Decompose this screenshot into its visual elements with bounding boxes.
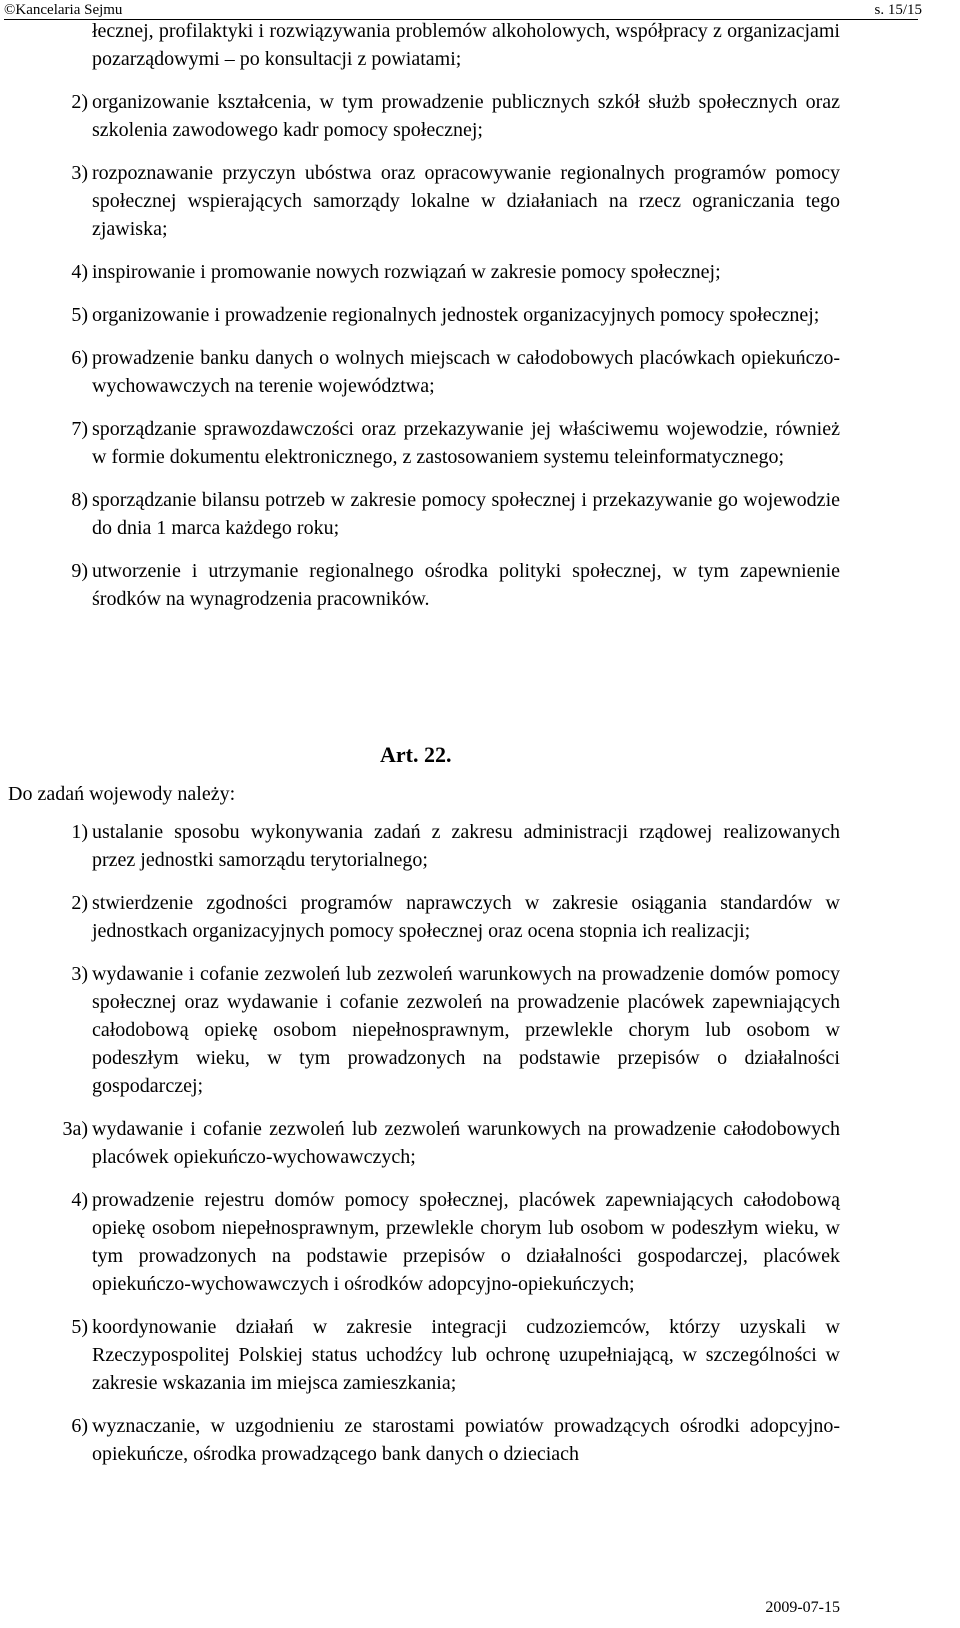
item-text: utworzenie i utrzymanie regionalnego ośrodka polityki społecznej, w tym zapewnienie środków na wynagrodzenia pracowników. [92, 560, 840, 610]
item-text: organizowanie i prowadzenie regionalnych jednostek organizacyjnych pomocy społecznej; [92, 304, 820, 326]
item-text: koordynowanie działań w zakresie integracji cudzoziemców, którzy uzyskali w Rzeczypospolitej Polskiej status uchodźcy lub ochronę uzupełniającą, w szczególności w zakresie wskazania im miejsca zamieszkania; [92, 1316, 840, 1394]
item-text: prowadzenie rejestru domów pomocy społecznej, placówek zapewniających całodobową opiekę osobom niepełnosprawnym, przewlekle chorym lub osobom w podeszłym wieku, w tym prowadzonych na podstawie przepisów o działalności gospodarczej, placówek opiekuńczo-wychowawczych i ośrodków adopcyjno-opiekuńczych; [92, 1189, 840, 1295]
list-item [0, 301, 840, 329]
item-number: 4) [71, 261, 88, 283]
item-text: sporządzanie sprawozdawczości oraz przekazywanie jej właściwemu wojewodzie, również w formie dokumentu elektronicznego, z zastosowaniem systemu teleinformatycznego; [92, 418, 840, 468]
item-text: wyznaczanie, w uzgodnieniu ze starostami powiatów prowadzących ośrodki adopcyjno-opiekuńcze, ośrodka prowadzącego bank danych o dzieciach [92, 1415, 840, 1465]
item-number: 3) [71, 963, 88, 985]
item-text: ustalanie sposobu wykonywania zadań z zakresu administracji rządowej realizowanych przez jednostki samorządu terytorialnego; [92, 821, 840, 871]
list-item [0, 1412, 840, 1468]
item-text: łecznej, profilaktyki i rozwiązywania problemów alkoholowych, współpracy z organizacjami pozarządowymi – po konsultacji z powiatami; [92, 20, 840, 70]
item-text: sporządzanie bilansu potrzeb w zakresie pomocy społecznej i przekazywanie go wojewodzie do dnia 1 marca każdego roku; [92, 489, 840, 539]
list-item [0, 557, 840, 613]
item-number: 6) [71, 347, 88, 369]
list-item [0, 1115, 840, 1171]
item-text: wydawanie i cofanie zezwoleń lub zezwoleń warunkowych na prowadzenie domów pomocy społecznej oraz wydawanie i cofanie zezwoleń na prowadzenie placówek zapewniających całodobową opiekę osobom niepełnosprawnym, przewlekle chorym lub osobom w podeszłym wieku, w tym prowadzonych na podstawie przepisów o działalności gospodarczej; [92, 963, 840, 1097]
list-item [0, 960, 840, 1100]
footer-date: 2009-07-15 [765, 1599, 840, 1616]
item-number: 6) [71, 1415, 88, 1437]
header-copyright: ©Kancelaria Sejmu [4, 2, 123, 18]
article-intro: Do zadań wojewody należy: [8, 783, 236, 805]
list-item [0, 1186, 840, 1298]
item-number: 8) [71, 489, 88, 511]
list-item [0, 1313, 840, 1397]
item-number: 1) [71, 821, 88, 843]
item-number: 3a) [62, 1118, 88, 1140]
list-item [0, 889, 840, 945]
item-number: 5) [71, 1316, 88, 1338]
item-number: 2) [71, 892, 88, 914]
item-text: wydawanie i cofanie zezwoleń lub zezwoleń warunkowych na prowadzenie całodobowych placówek opiekuńczo-wychowawczych; [92, 1118, 840, 1168]
list-item [0, 17, 840, 73]
header-page-number: s. 15/15 [874, 2, 922, 18]
list-item [0, 258, 840, 286]
list-voivode-tasks [0, 818, 960, 1483]
list-item [0, 344, 840, 400]
item-number: 9) [71, 560, 88, 582]
item-number: 5) [71, 304, 88, 326]
item-text: rozpoznawanie przyczyn ubóstwa oraz opracowywanie regionalnych programów pomocy społecznej wspierających samorządy lokalne w działaniach na rzecz ograniczania tego zjawiska; [92, 162, 840, 240]
list-item [0, 818, 840, 874]
item-number: 4) [71, 1189, 88, 1211]
item-number: 7) [71, 418, 88, 440]
list-item [0, 486, 840, 542]
item-number: 3) [71, 162, 88, 184]
list-item [0, 415, 840, 471]
list-continued-tasks [0, 17, 960, 628]
item-text: inspirowanie i promowanie nowych rozwiązań w zakresie pomocy społecznej; [92, 261, 721, 283]
list-item [0, 159, 840, 243]
article-title: Art. 22. [380, 742, 452, 767]
item-text: organizowanie kształcenia, w tym prowadzenie publicznych szkół służb społecznych oraz szkolenia zawodowego kadr pomocy społecznej; [92, 91, 840, 141]
item-number: 2) [71, 91, 88, 113]
item-text: prowadzenie banku danych o wolnych miejscach w całodobowych placówkach opiekuńczo-wychowawczych na terenie województwa; [92, 347, 840, 397]
item-text: stwierdzenie zgodności programów naprawczych w zakresie osiągania standardów w jednostkach organizacyjnych pomocy społecznej oraz ocena stopnia ich realizacji; [92, 892, 840, 942]
list-item [0, 88, 840, 144]
